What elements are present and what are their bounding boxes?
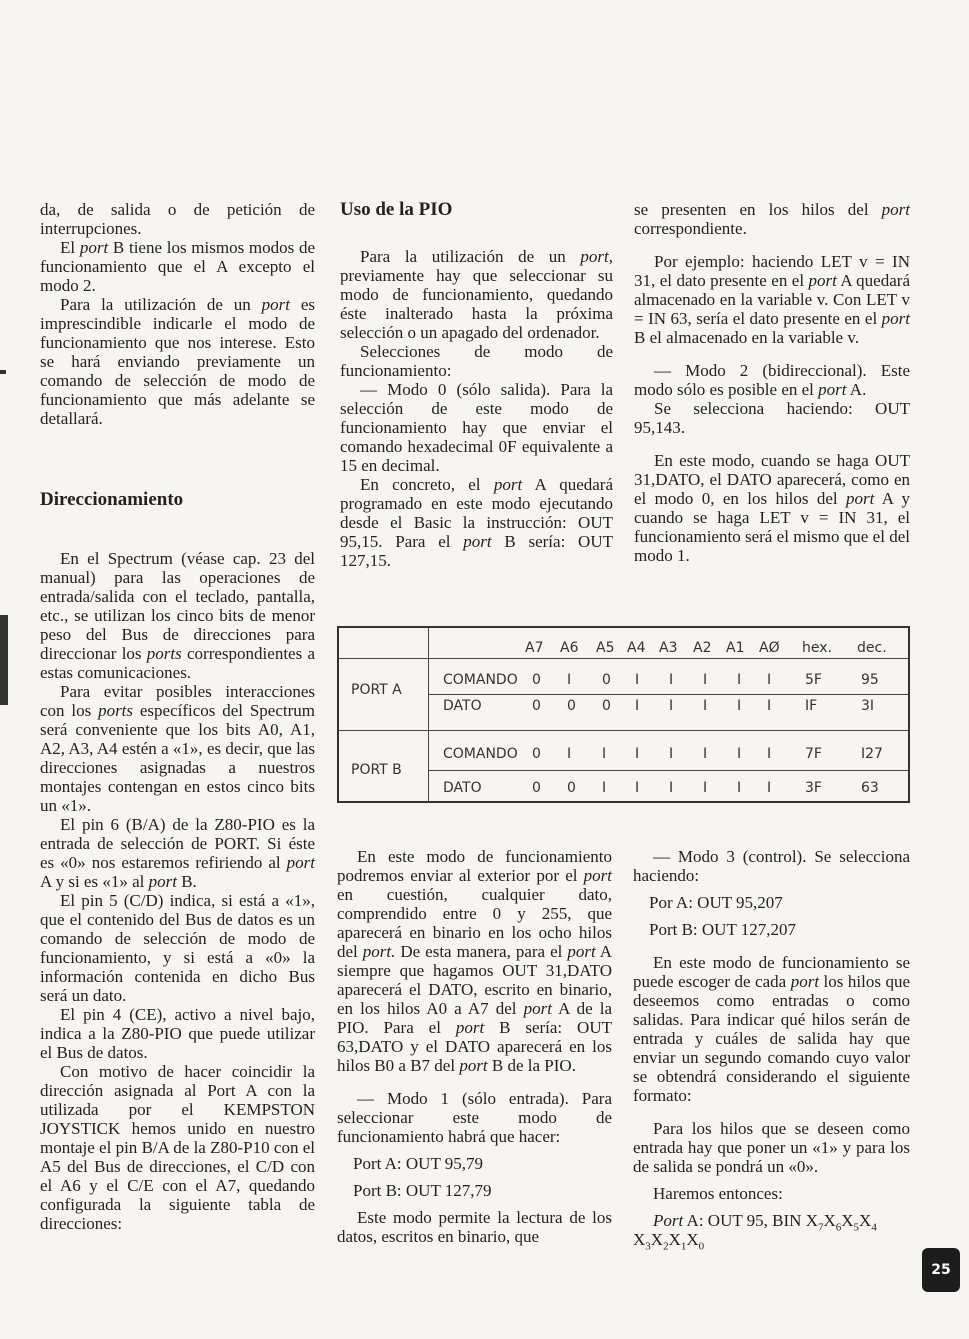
bit-cell: I [635,698,640,714]
bit-cell: I [602,780,607,796]
header-cell: A4 [627,640,646,656]
paragraph: El pin 5 (C/D) indica, si está a «1», que el contenido del Bus de datos es un comando de selección de modo de funcionamiento, y si está a «0» la información contenida en dicho Bus será un dato. [40,891,315,1005]
bit-cell: I [703,780,708,796]
dec-cell: 3I [861,698,875,714]
paragraph: — Modo 1 (sólo entrada). Para seleccionar este modo de funcionamiento habrá que hacer: [337,1089,612,1146]
paragraph: se presenten en los hilos del port correspondiente. [634,200,910,238]
row-label: COMANDO [443,746,518,762]
header-cell: A3 [659,640,678,656]
dec-cell: 95 [861,672,879,688]
paragraph: — Modo 0 (sólo salida). Para la selección de este modo de funcionamiento hay que enviar el comando hexadecimal 0F equivalente a 15 en decimal. [340,380,613,475]
address-table [337,626,910,803]
code-line: Port B: OUT 127,207 [649,920,797,939]
hex-cell: 7F [805,746,822,762]
bit-cell: 0 [602,698,611,714]
paragraph: El pin 6 (B/A) de la Z80-PIO es la entrada de selección de PORT. Si éste es «0» nos estaremos refiriendo al port A y si es «1» al port B. [40,815,315,891]
bit-cell: I [737,780,742,796]
header-cell: hex. [802,640,832,656]
bit-cell: 0 [532,780,541,796]
row-label: DATO [443,780,482,796]
paragraph: — Modo 2 (bidireccional). Este modo sólo es posible en el port A. [634,361,910,399]
paragraph: Para la utilización de un port es imprescindible indicarle el modo de funcionamiento que nos interese. Esto se hará enviando previamente un comando de selección de modo de funcionamiento que más adelante se detallará. [40,295,315,428]
code-line: Port A: OUT 95,79 [353,1154,484,1173]
section-heading: Uso de la PIO [340,199,453,220]
paragraph: En concreto, el port A quedará programado en este modo ejecutando desde el Basic la instrucción: OUT 95,15. Para el port B sería: OUT 127,15. [340,475,613,570]
paragraph: — Modo 3 (control). Se selecciona haciendo: [633,847,910,885]
hex-cell: IF [805,698,818,714]
column-4 [337,847,612,1246]
column-1 [40,200,315,1233]
paragraph: Selecciones de modo de funcionamiento: [340,342,613,380]
port-a-label: PORT A [351,682,402,698]
column-5 [633,847,910,1253]
bit-cell: 0 [532,672,541,688]
bit-cell: I [669,746,674,762]
header-cell: A5 [596,640,615,656]
bit-cell: I [737,698,742,714]
bit-cell: I [737,746,742,762]
paragraph: El pin 4 (CE), activo a nivel bajo, indica a la Z80-PIO que puede utilizar el Bus de datos. [40,1005,315,1062]
header-cell: A6 [560,640,579,656]
code-line: Por A: OUT 95,207 [649,893,783,912]
code-line: Port B: OUT 127,79 [353,1181,492,1200]
row-label: DATO [443,698,482,714]
bit-cell: I [602,746,607,762]
bit-cell: I [703,698,708,714]
binding-edge-mark [0,615,8,705]
row-label: COMANDO [443,672,518,688]
dec-cell: I27 [861,746,883,762]
paragraph: En el Spectrum (véase cap. 23 del manual) para las operaciones de entrada/salida con el teclado, pantalla, etc., se utilizan los cinco bits de menor peso del Bus de direcciones para direccionar los ports correspondientes a estas comunicaciones. [40,549,315,682]
bit-cell: 0 [532,698,541,714]
bit-cell: I [669,698,674,714]
paragraph: Con motivo de hacer coincidir la dirección asignada al Port A con la utilizada por el KEMPSTON JOYSTICK hemos unido en nuestro montaje el pin B/A de la Z80-P10 con el A5 del Bus de direcciones, el C/D con el A6 y el C/E con el A7, quedando configurada la siguiente tabla de direcciones: [40,1062,315,1233]
dec-cell: 63 [861,780,879,796]
table-rule [428,628,429,801]
bit-cell: I [669,672,674,688]
paragraph: da, de salida o de petición de interrupciones. [40,200,315,238]
bit-cell: I [767,746,772,762]
bit-cell: 0 [567,698,576,714]
table-rule [339,658,908,659]
paragraph: Se selecciona haciendo: OUT 95,143. [634,399,910,437]
header-cell: A7 [525,640,544,656]
section-heading: Direccionamiento [40,489,184,510]
formula: Port A: OUT 95, BIN $X_7X_6X_5X_4$ $X_3X_2X_1X_0$ [633,1211,877,1253]
bit-cell: I [767,698,772,714]
bit-cell: I [703,672,708,688]
paragraph: Este modo permite la lectura de los datos, escritos en binario, que [337,1208,612,1246]
bit-cell: I [635,746,640,762]
bit-cell: I [767,780,772,796]
table-rule [339,730,908,731]
header-cell: dec. [857,640,887,656]
paragraph: Para la utilización de un port, previamente hay que seleccionar su modo de funcionamiento, quedando éste inalterado hasta la próxima selección o un apagado del ordenador. [340,247,613,342]
paragraph: Por ejemplo: haciendo LET v = IN 31, el dato presente en el port A quedará almacenado en la variable v. Con LET v = IN 63, sería el dato presente en el port B el almacenado en la variable v. [634,252,910,347]
column-2 [340,200,613,570]
paragraph: Para evitar posibles interacciones con los ports específicos del Spectrum será conveniente que los bits A0, A1, A2, A3, A4 estén a «1», es decir, que las direcciones asignadas a nuestros montajes contengan en estos cinco bits un «1». [40,682,315,815]
column-3 [634,200,910,565]
port-b-label: PORT B [351,762,402,778]
bit-cell: 0 [532,746,541,762]
paragraph: En este modo, cuando se haga OUT 31,DATO, el DATO aparecerá, como en el modo 0, en los hilos del port A y cuando se haga LET v = IN 31, el funcionamiento será el mismo que el del modo 1. [634,451,911,565]
binding-edge-mark [0,370,6,374]
header-cell: AØ [759,640,780,656]
bit-cell: I [669,780,674,796]
table-rule [428,694,908,695]
bit-cell: 0 [602,672,611,688]
page-number: 25 [922,1248,960,1292]
bit-cell: I [737,672,742,688]
paragraph: En este modo de funcionamiento se puede escoger de cada port los hilos que deseemos como entradas o como salidas. Para indicar qué hilos serán de entrada y cuáles de salida hay que enviar un segundo comando cuyo valor se obtendrá considerando el siguiente formato: [633,953,910,1105]
bit-cell: I [703,746,708,762]
bit-cell: I [635,780,640,796]
table-rule [428,770,908,771]
bit-cell: I [567,746,572,762]
bit-cell: I [567,672,572,688]
paragraph: El port B tiene los mismos modos de funcionamiento que el A excepto el modo 2. [40,238,316,295]
header-cell: A1 [726,640,745,656]
bit-cell: 0 [567,780,576,796]
hex-cell: 5F [805,672,822,688]
hex-cell: 3F [805,780,822,796]
paragraph: En este modo de funcionamiento podremos enviar al exterior por el port en cuestión, cualquier dato, comprendido entre 0 y 255, que aparecerá en binario en los ocho hilos del port. De esta manera, para el port A siempre que hagamos OUT 31,DATO aparecerá el DATO, escrito en binario, en los hilos A0 a A7 del port A de la PIO. Para el port B sería: OUT 63,DATO y el DATO aparecerá en los hilos B0 a B7 del port B de la PIO. [337,847,612,1075]
paragraph: Haremos entonces: [653,1184,783,1203]
bit-cell: I [767,672,772,688]
bit-cell: I [635,672,640,688]
paragraph: Para los hilos que se deseen como entrada hay que poner un «1» y para los de salida se pondrá un «0». [633,1119,910,1176]
header-cell: A2 [693,640,712,656]
